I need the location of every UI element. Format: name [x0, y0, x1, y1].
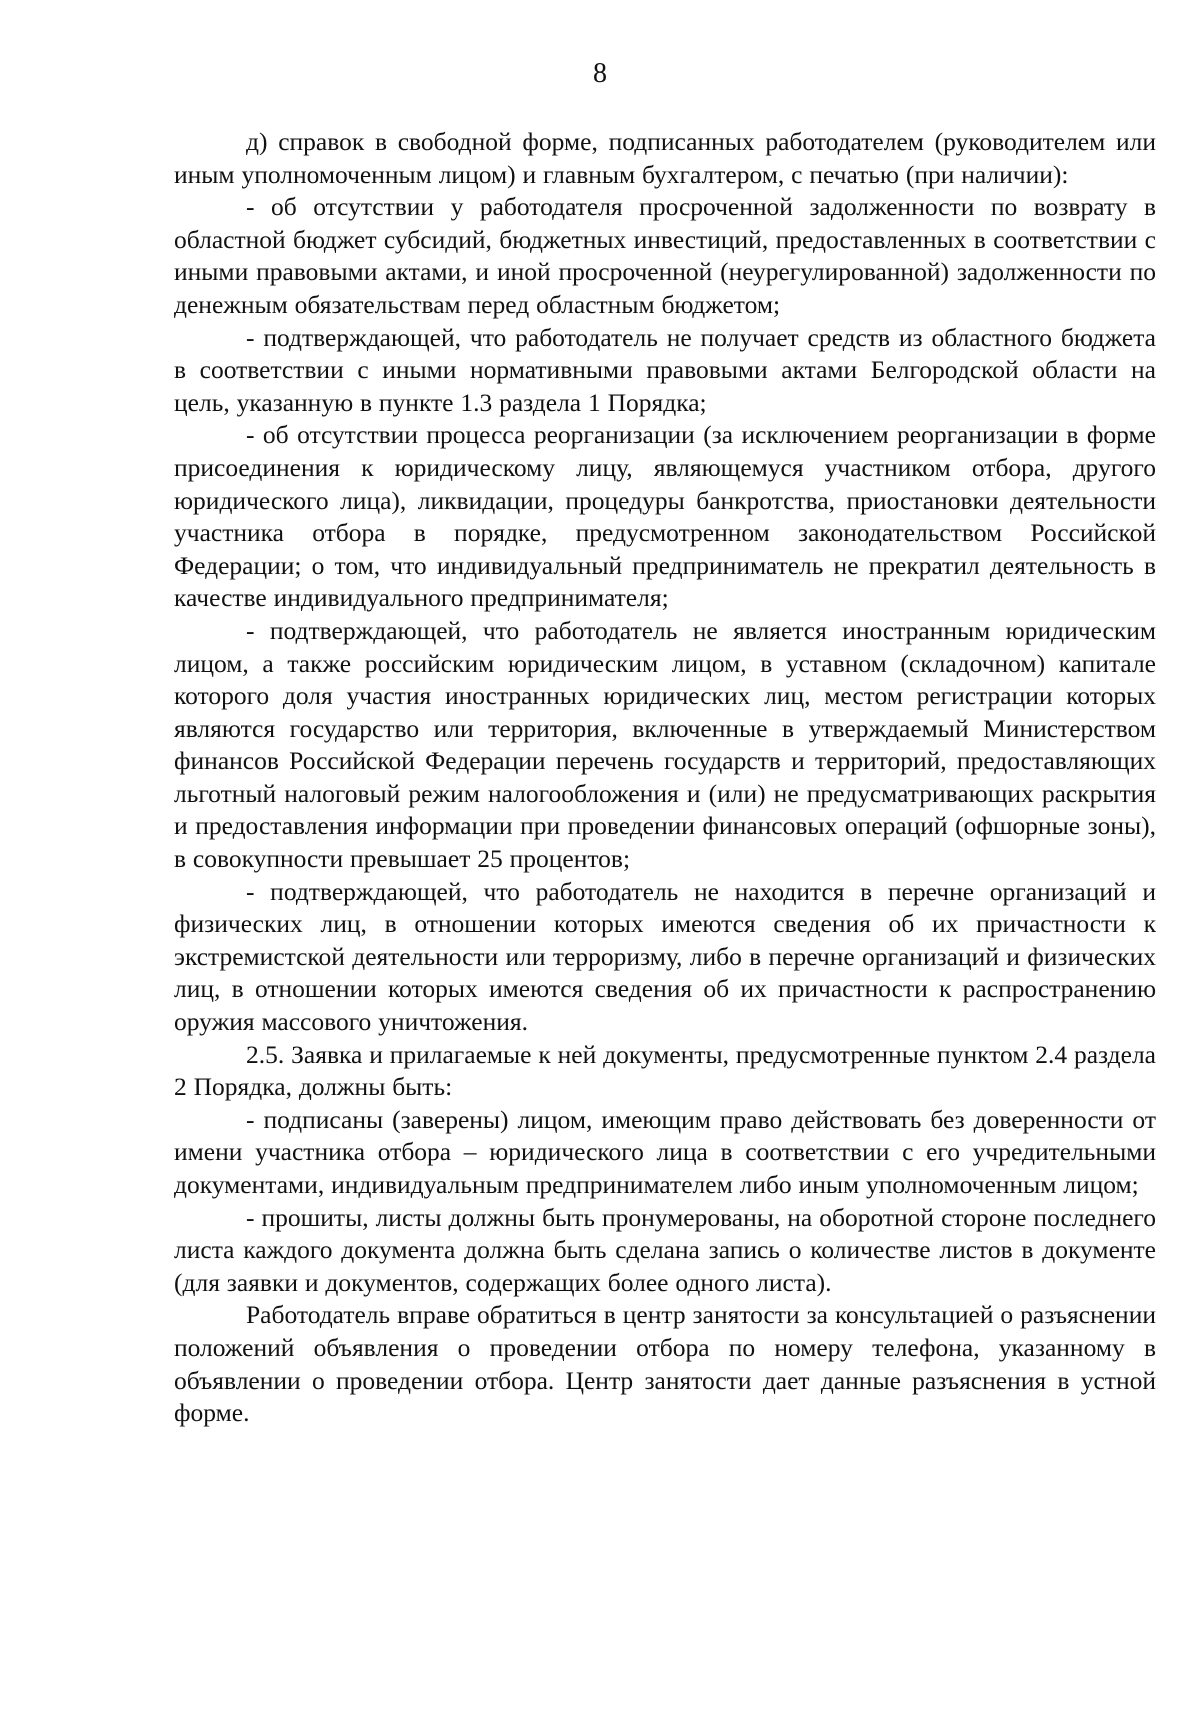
- paragraph-consultation: Работодатель вправе обратиться в центр занятости за консультацией о разъяснении положений объявления о проведении отбора по номеру телефона, указанному в объявлении о проведении отбора. Центр занятости дает данные разъяснения в устной форме.: [174, 1300, 1156, 1428]
- paragraph-bound-numbered: - прошиты, листы должны быть пронумерованы, на оборотной стороне последнего листа каждого документа должна быть сделана запись о количестве листов в документе (для заявки и документов, содержащих более одного листа).: [174, 1202, 1156, 1297]
- paragraph-d-certificates: д) справок в свободной форме, подписанных работодателем (руководителем или иным уполномоченным лицом) и главным бухгалтером, с печатью (при наличии):: [174, 127, 1156, 189]
- paragraph-section-2-5: 2.5. Заявка и прилагаемые к ней документы, предусмотренные пунктом 2.4 раздела 2 Порядка, должны быть:: [174, 1039, 1156, 1102]
- paragraph-signed: - подписаны (заверены) лицом, имеющим право действовать без доверенности от имени участника отбора – юридического лица в соответствии с его учредительными документами, индивидуальным предпринимателем либо иным уполномоченным лицом;: [174, 1104, 1156, 1199]
- paragraph-no-regional-funds: - подтверждающей, что работодатель не получает средств из областного бюджета в соответствии с иными нормативными правовыми актами Белгородской области на цель, указанную в пункте 1.3 раздела 1 Порядка;: [174, 322, 1156, 417]
- paragraph-not-in-extremism-list: - подтверждающей, что работодатель не находится в перечне организаций и физических лиц, в отношении которых имеются сведения об их причастности к экстремистской деятельности или терроризму, либо в перечне организаций и физических лиц, в отношении которых имеются сведения об их причастности к распространению оружия массового уничтожения.: [174, 876, 1156, 1037]
- paragraph-not-foreign-entity: - подтверждающей, что работодатель не является иностранным юридическим лицом, а также российским юридическим лицом, в уставном (складочном) капитале которого доля участия иностранных юридических лиц, местом регистрации которых являются государство или территория, включенные в утверждаемый Министерством финансов Российской Федерации перечень государств и территорий, предоставляющих льготный налоговый режим налогообложения и (или) не предусматривающих раскрытия и предоставления информации при проведении финансовых операций (офшорные зоны), в совокупности превышает 25 процентов;: [174, 615, 1156, 874]
- paragraph-no-reorganization: - об отсутствии процесса реорганизации (за исключением реорганизации в форме присоединения к юридическому лицу, являющемуся участником отбора, другого юридического лица), ликвидации, процедуры банкротства, приостановки деятельности участника отбора в порядке, предусмотренном законодательством Российской Федерации; о том, что индивидуальный предприниматель не прекратил деятельность в качестве индивидуального предпринимателя;: [174, 420, 1156, 613]
- document-body: [174, 126, 1156, 1430]
- page-number: 8: [593, 58, 607, 89]
- paragraph-no-overdue-debt: - об отсутствии у работодателя просроченной задолженности по возврату в областной бюджет субсидий, бюджетных инвестиций, предоставленных в соответствии с иными правовыми актами, и иной просроченной (неурегулированной) задолженности по денежным обязательствам перед областным бюджетом;: [174, 192, 1156, 319]
